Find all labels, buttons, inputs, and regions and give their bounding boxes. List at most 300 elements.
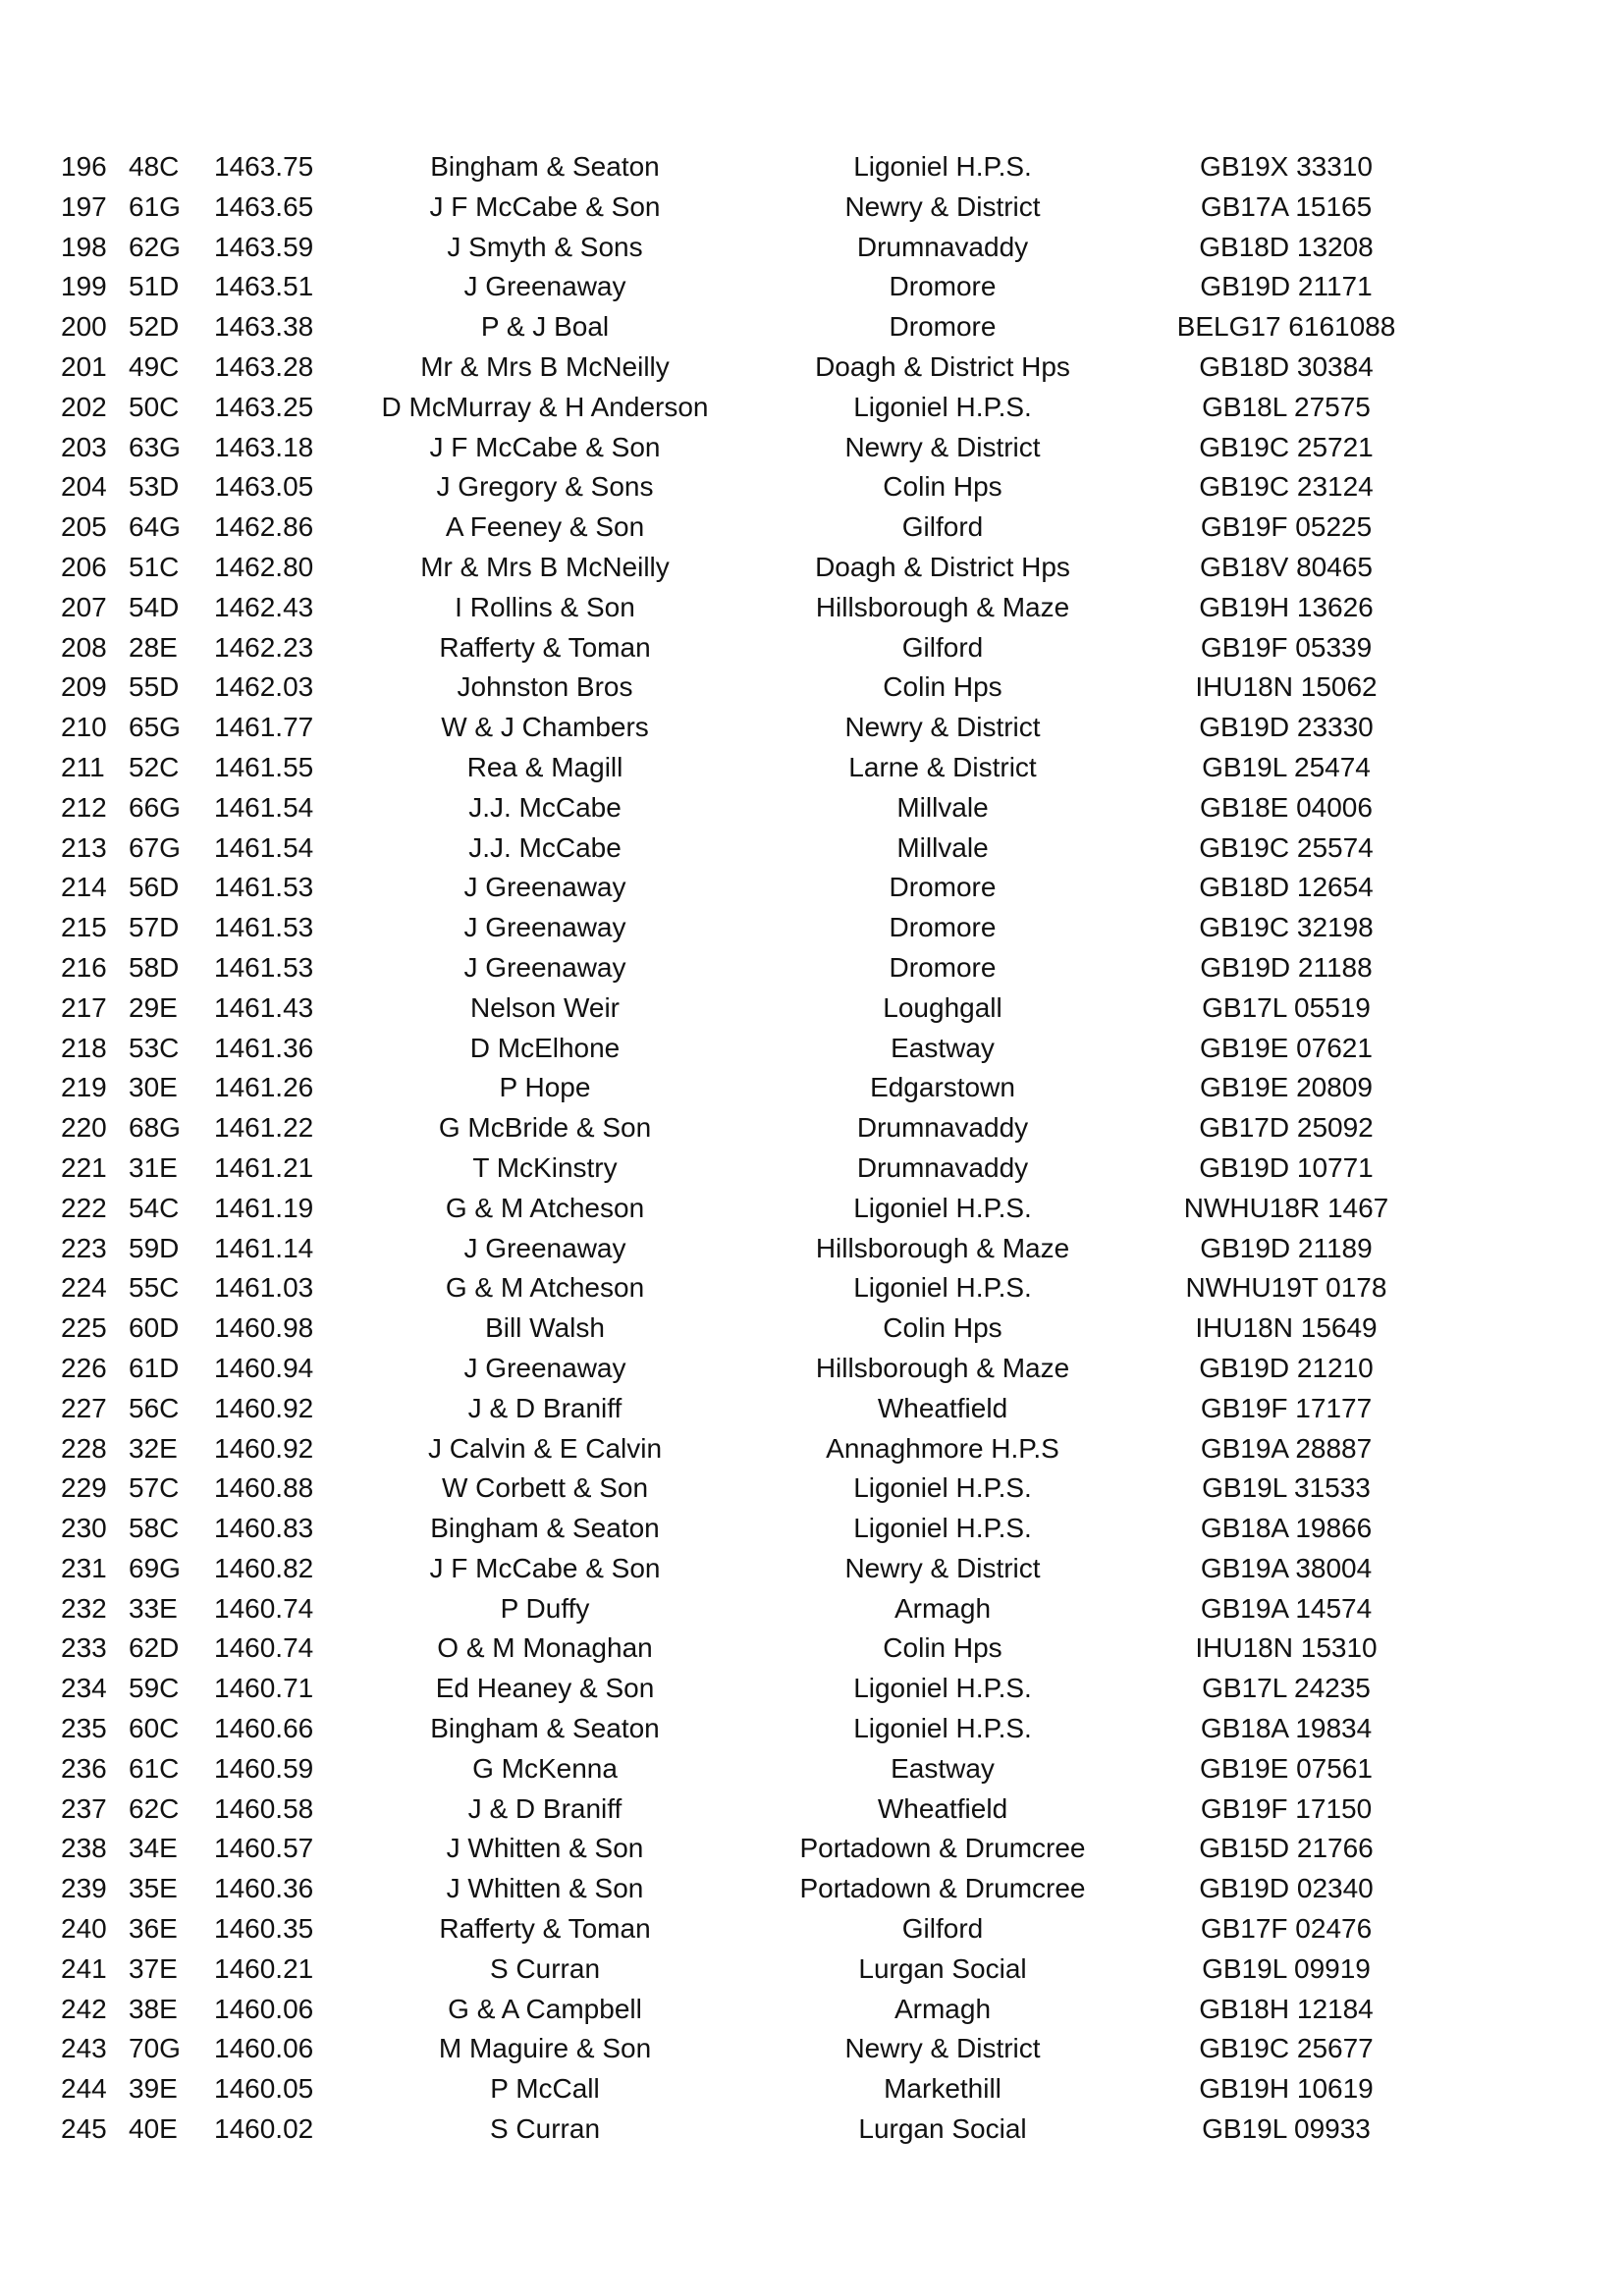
entry-ref-cell: 64G [129, 511, 181, 543]
position-cell: 225 [61, 1312, 107, 1344]
entry-ref-cell: 60C [129, 1713, 180, 1744]
club-cell: Colin Hps [883, 471, 1002, 503]
fancier-name-cell: Bill Walsh [485, 1312, 605, 1344]
ring-number-cell: GB18H 12184 [1199, 1993, 1374, 2024]
club-cell: Ligoniel H.P.S. [853, 391, 1032, 422]
table-row [0, 908, 1624, 948]
ring-number-cell: GB19H 13626 [1199, 591, 1374, 622]
club-cell: Colin Hps [883, 1632, 1002, 1664]
ring-number-cell: GB19A 28887 [1200, 1432, 1373, 1464]
fancier-name-cell: T McKinstry [472, 1151, 618, 1183]
table-row [0, 1308, 1624, 1349]
entry-ref-cell: 70G [129, 2033, 181, 2064]
velocity-cell: 1463.18 [214, 431, 314, 462]
club-cell: Lurgan Social [858, 1952, 1027, 1984]
club-cell: Ligoniel H.P.S. [853, 1472, 1032, 1504]
table-row [0, 187, 1624, 228]
table-row [0, 1229, 1624, 1269]
velocity-cell: 1460.06 [214, 2033, 314, 2064]
entry-ref-cell: 61D [129, 1352, 180, 1383]
club-cell: Edgarstown [870, 1072, 1015, 1103]
club-cell: Portadown & Drumcree [799, 1873, 1086, 1904]
fancier-name-cell: J & D Braniff [467, 1792, 623, 1824]
velocity-cell: 1462.23 [214, 631, 314, 663]
club-cell: Gilford [901, 511, 984, 543]
club-cell: Colin Hps [883, 1312, 1002, 1344]
position-cell: 196 [61, 151, 107, 182]
fancier-name-cell: Mr & Mrs B McNeilly [420, 551, 670, 582]
table-row [0, 1949, 1624, 1990]
position-cell: 238 [61, 1833, 107, 1864]
entry-ref-cell: 28E [129, 631, 178, 663]
ring-number-cell: GB19C 23124 [1199, 471, 1374, 503]
table-row [0, 147, 1624, 187]
fancier-name-cell: S Curran [489, 2113, 601, 2145]
fancier-name-cell: O & M Monaghan [437, 1632, 653, 1664]
ring-number-cell: GB19L 31533 [1202, 1472, 1371, 1504]
ring-number-cell: GB18D 30384 [1199, 350, 1374, 382]
ring-number-cell: GB19D 21171 [1200, 271, 1373, 302]
fancier-name-cell: J Greenaway [463, 951, 626, 983]
table-row [0, 1148, 1624, 1189]
club-cell: Larne & District [848, 751, 1037, 782]
ring-number-cell: GB17L 24235 [1202, 1673, 1371, 1704]
position-cell: 198 [61, 231, 107, 262]
entry-ref-cell: 58C [129, 1513, 180, 1544]
position-cell: 245 [61, 2113, 107, 2145]
entry-ref-cell: 40E [129, 2113, 178, 2145]
ring-number-cell: GB19H 10619 [1199, 2073, 1374, 2105]
velocity-cell: 1461.77 [214, 712, 314, 743]
table-row [0, 347, 1624, 388]
ring-number-cell: GB19C 25574 [1199, 831, 1374, 863]
position-cell: 243 [61, 2033, 107, 2064]
ring-number-cell: GB19F 05339 [1200, 631, 1373, 663]
table-row [0, 1749, 1624, 1789]
table-row [0, 1629, 1624, 1669]
club-cell: Drumnavaddy [856, 1151, 1029, 1183]
ring-number-cell: NWHU18R 1467 [1183, 1192, 1389, 1223]
fancier-name-cell: Bingham & Seaton [430, 151, 660, 182]
velocity-cell: 1461.54 [214, 831, 314, 863]
club-cell: Dromore [889, 872, 997, 903]
fancier-name-cell: J.J. McCabe [468, 831, 622, 863]
fancier-name-cell: J F McCabe & Son [429, 190, 661, 222]
table-row [0, 1108, 1624, 1148]
table-row [0, 1829, 1624, 1869]
table-row [0, 548, 1624, 588]
table-row [0, 1509, 1624, 1549]
club-cell: Annaghmore H.P.S [826, 1432, 1059, 1464]
velocity-cell: 1461.53 [214, 951, 314, 983]
ring-number-cell: GB18L 27575 [1202, 391, 1371, 422]
fancier-name-cell: Nelson Weir [470, 991, 620, 1023]
ring-number-cell: GB17A 15165 [1200, 190, 1373, 222]
club-cell: Portadown & Drumcree [799, 1833, 1086, 1864]
position-cell: 222 [61, 1192, 107, 1223]
position-cell: 223 [61, 1232, 107, 1263]
ring-number-cell: GB19D 21210 [1199, 1352, 1374, 1383]
club-cell: Ligoniel H.P.S. [853, 1713, 1032, 1744]
table-row [0, 788, 1624, 828]
club-cell: Hillsborough & Maze [815, 1232, 1070, 1263]
table-row [0, 1268, 1624, 1308]
fancier-name-cell: S Curran [489, 1952, 601, 1984]
table-row [0, 1669, 1624, 1709]
position-cell: 218 [61, 1032, 107, 1063]
ring-number-cell: GB19C 25677 [1199, 2033, 1374, 2064]
club-cell: Ligoniel H.P.S. [853, 151, 1032, 182]
velocity-cell: 1460.74 [214, 1632, 314, 1664]
velocity-cell: 1460.71 [214, 1673, 314, 1704]
position-cell: 239 [61, 1873, 107, 1904]
entry-ref-cell: 59C [129, 1673, 180, 1704]
entry-ref-cell: 57D [129, 912, 180, 943]
table-row [0, 2109, 1624, 2150]
ring-number-cell: GB19C 25721 [1199, 431, 1374, 462]
club-cell: Dromore [889, 311, 997, 343]
entry-ref-cell: 60D [129, 1312, 180, 1344]
club-cell: Dromore [889, 271, 997, 302]
club-cell: Markethill [884, 2073, 1001, 2105]
entry-ref-cell: 55D [129, 671, 180, 703]
velocity-cell: 1460.02 [214, 2113, 314, 2145]
fancier-name-cell: J Greenaway [463, 1232, 626, 1263]
club-cell: Dromore [889, 912, 997, 943]
fancier-name-cell: Rafferty & Toman [439, 1913, 651, 1945]
velocity-cell: 1460.66 [214, 1713, 314, 1744]
table-row [0, 1549, 1624, 1589]
entry-ref-cell: 49C [129, 350, 180, 382]
fancier-name-cell: Rafferty & Toman [439, 631, 651, 663]
entry-ref-cell: 31E [129, 1151, 178, 1183]
fancier-name-cell: G & A Campbell [448, 1993, 642, 2024]
position-cell: 233 [61, 1632, 107, 1664]
fancier-name-cell: Bingham & Seaton [430, 1713, 660, 1744]
entry-ref-cell: 50C [129, 391, 180, 422]
club-cell: Doagh & District Hps [815, 551, 1070, 582]
fancier-name-cell: P Duffy [500, 1592, 590, 1624]
velocity-cell: 1462.03 [214, 671, 314, 703]
ring-number-cell: BELG17 6161088 [1176, 311, 1396, 343]
velocity-cell: 1461.36 [214, 1032, 314, 1063]
club-cell: Armagh [893, 1993, 992, 2024]
entry-ref-cell: 62D [129, 1632, 180, 1664]
table-row [0, 988, 1624, 1029]
fancier-name-cell: J Whitten & Son [446, 1873, 644, 1904]
position-cell: 200 [61, 311, 107, 343]
velocity-cell: 1462.43 [214, 591, 314, 622]
velocity-cell: 1460.92 [214, 1432, 314, 1464]
ring-number-cell: GB19L 09919 [1202, 1952, 1371, 1984]
table-row [0, 228, 1624, 268]
ring-number-cell: GB19F 17177 [1200, 1392, 1373, 1423]
position-cell: 210 [61, 712, 107, 743]
entry-ref-cell: 48C [129, 151, 180, 182]
position-cell: 201 [61, 350, 107, 382]
fancier-name-cell: G & M Atcheson [445, 1192, 645, 1223]
fancier-name-cell: J Greenaway [463, 912, 626, 943]
table-row [0, 1789, 1624, 1830]
fancier-name-cell: J Whitten & Son [446, 1833, 644, 1864]
position-cell: 215 [61, 912, 107, 943]
results-table [0, 147, 1624, 2150]
ring-number-cell: IHU18N 15649 [1195, 1312, 1378, 1344]
position-cell: 214 [61, 872, 107, 903]
club-cell: Dromore [889, 951, 997, 983]
club-cell: Ligoniel H.P.S. [853, 1673, 1032, 1704]
velocity-cell: 1460.36 [214, 1873, 314, 1904]
table-row [0, 1589, 1624, 1629]
club-cell: Wheatfield [877, 1792, 1008, 1824]
ring-number-cell: GB18D 13208 [1199, 231, 1374, 262]
table-row [0, 1189, 1624, 1229]
fancier-name-cell: J F McCabe & Son [429, 431, 661, 462]
fancier-name-cell: P & J Boal [480, 311, 610, 343]
ring-number-cell: GB19E 07561 [1200, 1752, 1373, 1784]
fancier-name-cell: W Corbett & Son [441, 1472, 649, 1504]
velocity-cell: 1461.14 [214, 1232, 314, 1263]
velocity-cell: 1461.54 [214, 791, 314, 823]
velocity-cell: 1460.21 [214, 1952, 314, 1984]
velocity-cell: 1463.05 [214, 471, 314, 503]
position-cell: 197 [61, 190, 107, 222]
position-cell: 221 [61, 1151, 107, 1183]
velocity-cell: 1460.94 [214, 1352, 314, 1383]
velocity-cell: 1463.59 [214, 231, 314, 262]
position-cell: 224 [61, 1272, 107, 1304]
velocity-cell: 1462.80 [214, 551, 314, 582]
ring-number-cell: GB18E 04006 [1200, 791, 1373, 823]
velocity-cell: 1463.51 [214, 271, 314, 302]
velocity-cell: 1463.75 [214, 151, 314, 182]
velocity-cell: 1460.92 [214, 1392, 314, 1423]
entry-ref-cell: 53D [129, 471, 180, 503]
fancier-name-cell: M Maguire & Son [438, 2033, 652, 2064]
velocity-cell: 1460.88 [214, 1472, 314, 1504]
entry-ref-cell: 57C [129, 1472, 180, 1504]
position-cell: 211 [61, 751, 105, 782]
fancier-name-cell: J & D Braniff [467, 1392, 623, 1423]
ring-number-cell: GB19C 32198 [1199, 912, 1374, 943]
table-row [0, 667, 1624, 708]
table-row [0, 1029, 1624, 1069]
ring-number-cell: GB19L 09933 [1202, 2113, 1371, 2145]
fancier-name-cell: J Greenaway [463, 1352, 626, 1383]
table-row [0, 588, 1624, 628]
entry-ref-cell: 39E [129, 2073, 178, 2105]
club-cell: Newry & District [844, 190, 1041, 222]
position-cell: 209 [61, 671, 107, 703]
club-cell: Newry & District [844, 431, 1041, 462]
ring-number-cell: GB18A 19834 [1200, 1713, 1373, 1744]
entry-ref-cell: 61G [129, 190, 181, 222]
ring-number-cell: GB19D 21189 [1200, 1232, 1373, 1263]
velocity-cell: 1460.58 [214, 1792, 314, 1824]
club-cell: Colin Hps [883, 671, 1002, 703]
table-row [0, 748, 1624, 788]
entry-ref-cell: 55C [129, 1272, 180, 1304]
table-row [0, 1349, 1624, 1389]
table-row [0, 507, 1624, 548]
position-cell: 230 [61, 1513, 107, 1544]
table-row [0, 2029, 1624, 2069]
velocity-cell: 1462.86 [214, 511, 314, 543]
entry-ref-cell: 56C [129, 1392, 180, 1423]
entry-ref-cell: 29E [129, 991, 178, 1023]
table-row [0, 948, 1624, 988]
position-cell: 227 [61, 1392, 107, 1423]
position-cell: 199 [61, 271, 107, 302]
entry-ref-cell: 51C [129, 551, 180, 582]
position-cell: 203 [61, 431, 107, 462]
club-cell: Eastway [891, 1752, 995, 1784]
club-cell: Loughgall [883, 991, 1002, 1023]
position-cell: 216 [61, 951, 107, 983]
entry-ref-cell: 62C [129, 1792, 180, 1824]
fancier-name-cell: Mr & Mrs B McNeilly [420, 350, 670, 382]
position-cell: 202 [61, 391, 107, 422]
fancier-name-cell: P Hope [499, 1072, 591, 1103]
entry-ref-cell: 38E [129, 1993, 178, 2024]
ring-number-cell: GB19E 20809 [1200, 1072, 1373, 1103]
fancier-name-cell: Johnston Bros [457, 671, 633, 703]
club-cell: Lurgan Social [858, 2113, 1027, 2145]
position-cell: 229 [61, 1472, 107, 1504]
club-cell: Ligoniel H.P.S. [853, 1192, 1032, 1223]
club-cell: Millvale [896, 791, 989, 823]
position-cell: 232 [61, 1592, 107, 1624]
ring-number-cell: GB19F 17150 [1200, 1792, 1373, 1824]
position-cell: 237 [61, 1792, 107, 1824]
velocity-cell: 1460.06 [214, 1993, 314, 2024]
velocity-cell: 1461.43 [214, 991, 314, 1023]
club-cell: Drumnavaddy [856, 231, 1029, 262]
table-row [0, 428, 1624, 468]
club-cell: Newry & District [844, 1552, 1041, 1583]
ring-number-cell: GB19D 10771 [1199, 1151, 1374, 1183]
entry-ref-cell: 52C [129, 751, 180, 782]
fancier-name-cell: G & M Atcheson [445, 1272, 645, 1304]
fancier-name-cell: Ed Heaney & Son [435, 1673, 655, 1704]
entry-ref-cell: 36E [129, 1913, 178, 1945]
velocity-cell: 1460.82 [214, 1552, 314, 1583]
velocity-cell: 1461.22 [214, 1112, 314, 1144]
entry-ref-cell: 32E [129, 1432, 178, 1464]
position-cell: 207 [61, 591, 107, 622]
velocity-cell: 1460.74 [214, 1592, 314, 1624]
velocity-cell: 1461.53 [214, 872, 314, 903]
ring-number-cell: GB17L 05519 [1202, 991, 1371, 1023]
entry-ref-cell: 51D [129, 271, 180, 302]
position-cell: 219 [61, 1072, 107, 1103]
table-row [0, 388, 1624, 428]
entry-ref-cell: 67G [129, 831, 181, 863]
table-row [0, 1068, 1624, 1108]
fancier-name-cell: D McElhone [469, 1032, 621, 1063]
fancier-name-cell: J Calvin & E Calvin [427, 1432, 663, 1464]
club-cell: Drumnavaddy [856, 1112, 1029, 1144]
table-row [0, 2069, 1624, 2109]
ring-number-cell: GB19A 14574 [1200, 1592, 1373, 1624]
club-cell: Armagh [893, 1592, 992, 1624]
velocity-cell: 1461.26 [214, 1072, 314, 1103]
table-row [0, 1909, 1624, 1949]
position-cell: 204 [61, 471, 107, 503]
ring-number-cell: GB17D 25092 [1199, 1112, 1374, 1144]
entry-ref-cell: 61C [129, 1752, 180, 1784]
club-cell: Newry & District [844, 712, 1041, 743]
velocity-cell: 1461.21 [214, 1151, 314, 1183]
table-row [0, 1709, 1624, 1749]
fancier-name-cell: J Gregory & Sons [436, 471, 654, 503]
velocity-cell: 1460.98 [214, 1312, 314, 1344]
position-cell: 231 [61, 1552, 107, 1583]
position-cell: 206 [61, 551, 107, 582]
fancier-name-cell: G McKenna [472, 1752, 618, 1784]
club-cell: Gilford [901, 631, 984, 663]
velocity-cell: 1461.55 [214, 751, 314, 782]
position-cell: 242 [61, 1993, 107, 2024]
ring-number-cell: GB19D 02340 [1199, 1873, 1374, 1904]
fancier-name-cell: I Rollins & Son [455, 591, 635, 622]
velocity-cell: 1460.57 [214, 1833, 314, 1864]
position-cell: 241 [61, 1952, 107, 1984]
fancier-name-cell: J Greenaway [463, 872, 626, 903]
fancier-name-cell: J F McCabe & Son [429, 1552, 661, 1583]
entry-ref-cell: 53C [129, 1032, 180, 1063]
entry-ref-cell: 65G [129, 712, 181, 743]
table-row [0, 1429, 1624, 1469]
ring-number-cell: GB18D 12654 [1199, 872, 1374, 903]
entry-ref-cell: 56D [129, 872, 180, 903]
entry-ref-cell: 52D [129, 311, 180, 343]
club-cell: Hillsborough & Maze [815, 1352, 1070, 1383]
club-cell: Hillsborough & Maze [815, 591, 1070, 622]
entry-ref-cell: 37E [129, 1952, 178, 1984]
table-row [0, 1990, 1624, 2030]
position-cell: 208 [61, 631, 107, 663]
ring-number-cell: GB18A 19866 [1200, 1513, 1373, 1544]
club-cell: Ligoniel H.P.S. [853, 1513, 1032, 1544]
table-row [0, 828, 1624, 869]
entry-ref-cell: 59D [129, 1232, 180, 1263]
entry-ref-cell: 63G [129, 431, 181, 462]
fancier-name-cell: J Smyth & Sons [447, 231, 643, 262]
entry-ref-cell: 34E [129, 1833, 178, 1864]
entry-ref-cell: 54D [129, 591, 180, 622]
ring-number-cell: GB19D 21188 [1200, 951, 1373, 983]
club-cell: Newry & District [844, 2033, 1041, 2064]
table-row [0, 868, 1624, 908]
position-cell: 236 [61, 1752, 107, 1784]
ring-number-cell: GB19D 23330 [1199, 712, 1374, 743]
fancier-name-cell: G McBride & Son [438, 1112, 652, 1144]
entry-ref-cell: 58D [129, 951, 180, 983]
position-cell: 234 [61, 1673, 107, 1704]
table-row [0, 628, 1624, 668]
velocity-cell: 1460.83 [214, 1513, 314, 1544]
fancier-name-cell: A Feeney & Son [445, 511, 645, 543]
velocity-cell: 1463.25 [214, 391, 314, 422]
position-cell: 244 [61, 2073, 107, 2105]
position-cell: 212 [61, 791, 107, 823]
entry-ref-cell: 66G [129, 791, 181, 823]
velocity-cell: 1463.65 [214, 190, 314, 222]
table-row [0, 1468, 1624, 1509]
velocity-cell: 1461.03 [214, 1272, 314, 1304]
club-cell: Gilford [901, 1913, 984, 1945]
